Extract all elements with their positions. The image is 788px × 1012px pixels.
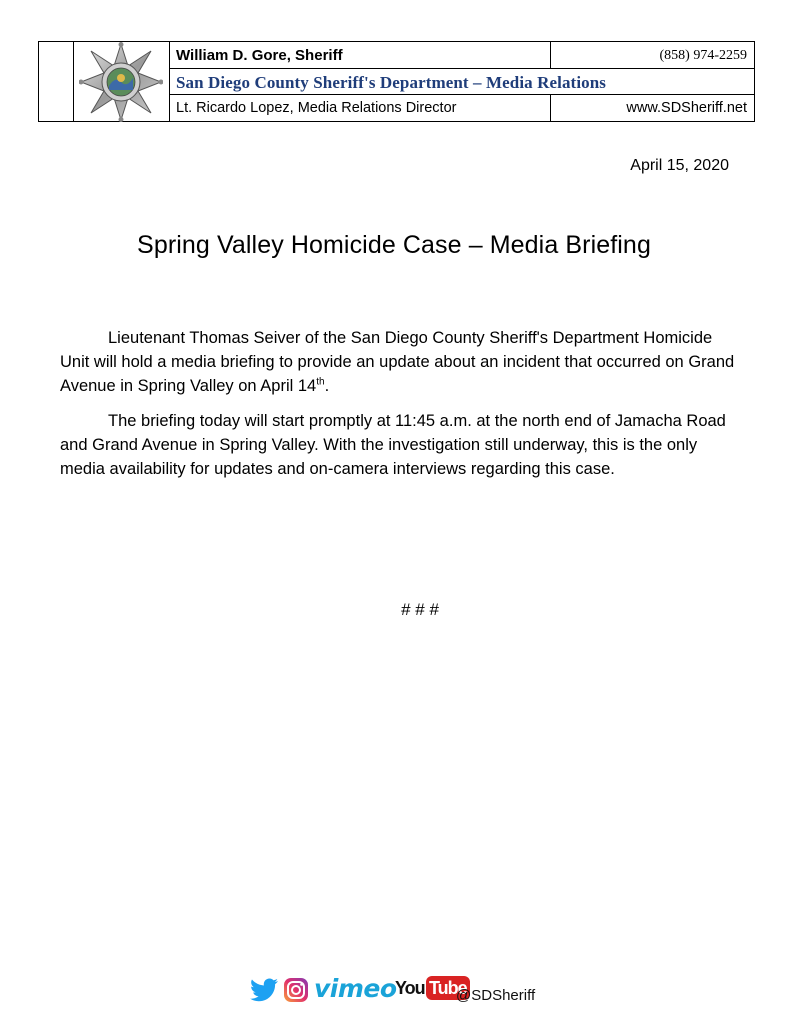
letterhead-row-department bbox=[170, 69, 754, 95]
release-date: April 15, 2020 bbox=[630, 157, 729, 174]
phone-number: (858) 974-2259 bbox=[659, 48, 747, 63]
letterhead-divider bbox=[550, 95, 551, 121]
letterhead bbox=[38, 41, 755, 122]
letterhead-row-director bbox=[170, 95, 754, 121]
press-release-body bbox=[60, 326, 736, 492]
sheriff-name: William D. Gore, Sheriff bbox=[176, 47, 343, 64]
letterhead-divider bbox=[550, 42, 551, 68]
media-director: Lt. Ricardo Lopez, Media Relations Director bbox=[176, 100, 457, 116]
paragraph-2: The briefing today will start promptly at 11:45 a.m. at the north end of Jamacha Road and Grand Avenue in Spring Valley. With the investigation still underway, this is the only media availability for updates and on-camera interviews regarding this case. bbox=[60, 412, 726, 478]
paragraph-1-text: Lieutenant Thomas Seiver of the San Diego County Sheriff's Department Homicide Unit will hold a media briefing to provide an update about an incident that occurred on Grand Avenue in Spring Valley on April 14 bbox=[60, 329, 735, 395]
letterhead-row-sheriff bbox=[170, 42, 754, 69]
end-of-release-mark: # # # bbox=[401, 600, 439, 619]
youtube-logo-tube[interactable]: Tube bbox=[426, 976, 470, 1000]
paragraph-1-end: . bbox=[324, 377, 330, 395]
paragraph-1 bbox=[60, 326, 736, 398]
social-handle: @SDSheriff bbox=[456, 987, 536, 1004]
sheriff-star-badge-icon bbox=[79, 42, 163, 122]
vimeo-logo[interactable]: vimeo bbox=[314, 974, 397, 1003]
social-media-bar bbox=[250, 972, 550, 1008]
letterhead-left-strip bbox=[39, 42, 74, 121]
letterhead-badge-cell bbox=[74, 42, 170, 121]
instagram-icon[interactable] bbox=[283, 977, 309, 1003]
press-release-headline: Spring Valley Homicide Case – Media Briefing bbox=[137, 231, 651, 259]
ordinal-suffix: th bbox=[316, 376, 325, 388]
department-name: San Diego County Sheriff's Department – Media Relations bbox=[176, 73, 607, 92]
website-link[interactable]: www.SDSheriff.net bbox=[626, 100, 747, 116]
twitter-icon[interactable] bbox=[250, 978, 278, 1002]
youtube-logo[interactable]: You bbox=[395, 978, 425, 998]
